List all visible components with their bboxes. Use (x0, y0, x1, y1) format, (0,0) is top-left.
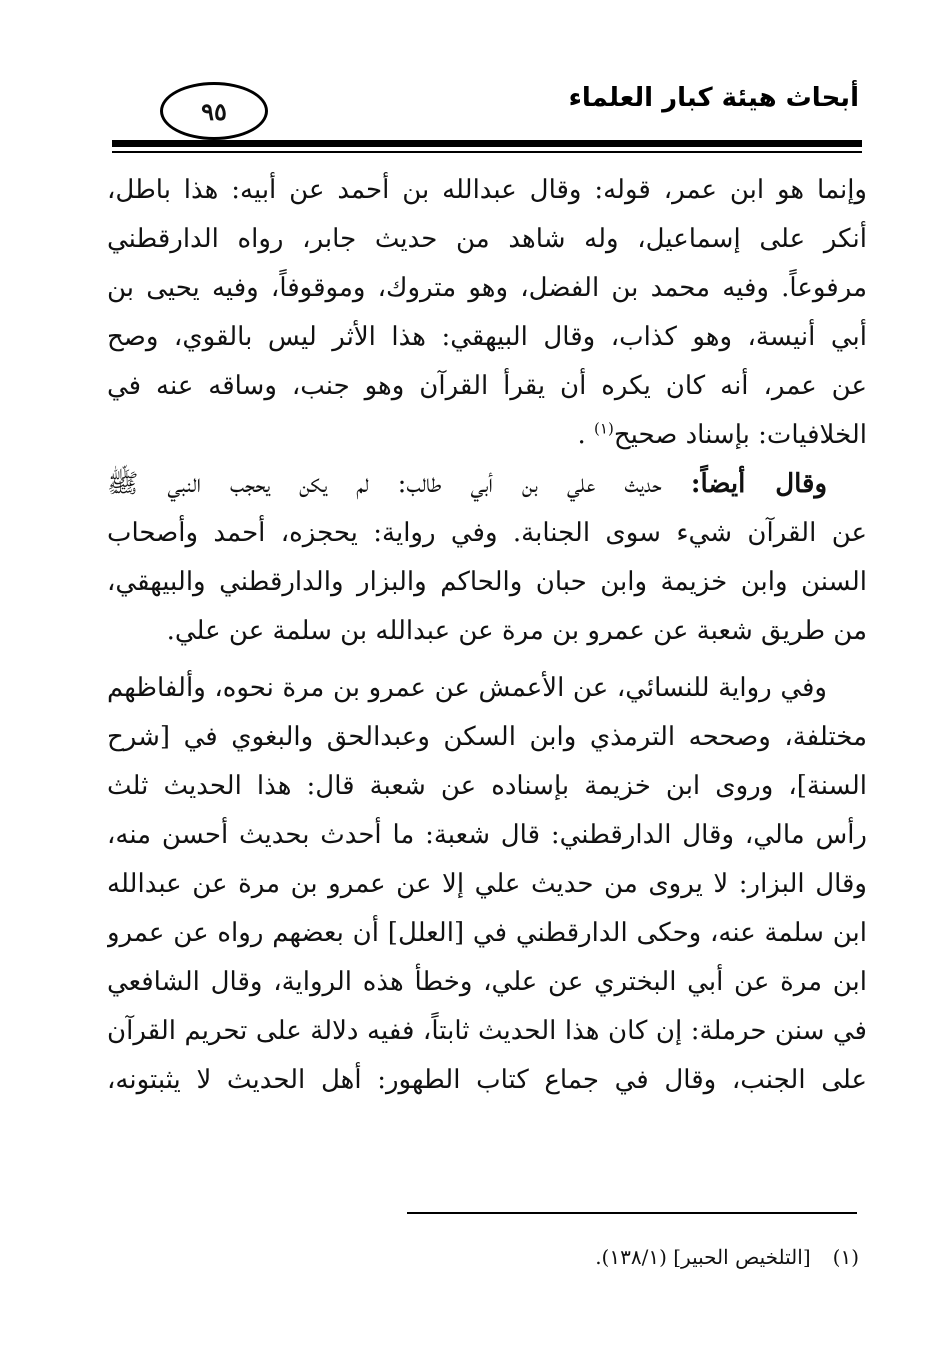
lead-bold-text: وقال أيضاً: (690, 469, 827, 499)
text-line: رأس مالي، وقال الدارقطني: قال شعبة: ما أحدث بحديث أحسن منه، (107, 820, 867, 850)
footnote-number: (١) (832, 1245, 859, 1269)
header-rule-thin (112, 151, 862, 153)
book-title: أبحاث هيئة كبار العلماء (568, 83, 859, 113)
text-line: من طريق شعبة عن عمرو بن مرة عن عبدالله بن سلمة عن علي. (166, 616, 867, 646)
text-line: وفي رواية للنسائي، عن الأعمش عن عمرو بن مرة نحوه، وألفاظهم (107, 673, 827, 703)
text-line: أنكر على إسماعيل، وله شاهد من حديث جابر، رواه الدارقطني (107, 224, 867, 254)
text-line: عن عمر، أنه كان يكره أن يقرأ القرآن وهو جنب، وساقه عنه في (107, 371, 867, 401)
footnote-text: [التلخيص الحبير] (١٣٨/١). (595, 1245, 811, 1269)
text-line: مرفوعاً. وفيه محمد بن الفضل، وهو متروك، وموقوفاً، وفيه يحيى بن (107, 273, 867, 303)
page-number-badge (160, 82, 268, 140)
text-line: وإنما هو ابن عمر، قوله: وقال عبدالله بن أحمد عن أبيه: هذا باطل، (107, 175, 867, 205)
footnote (595, 1245, 859, 1269)
text-line: أبي أنيسة، وهو كذاب، وقال البيهقي: هذا الأثر ليس بالقوي، وصح (107, 322, 867, 352)
text-line: في سنن حرملة: إن كان هذا الحديث ثابتاً، ففيه دلالة على تحريم القرآن (107, 1016, 867, 1046)
text-line (107, 460, 867, 509)
footnote-separator (407, 1212, 857, 1214)
header-rule-thick (112, 140, 862, 147)
text-line: على الجنب، وقال في جماع كتاب الطهور: أهل الحديث لا يثبتونه، (107, 1065, 867, 1095)
text-line: ابن سلمة عنه، وحكى الدارقطني في [العلل] أن بعضهم رواه عن عمرو (107, 918, 867, 948)
paragraph-3 (107, 664, 867, 1105)
body-text (107, 166, 867, 1105)
text-line (107, 411, 867, 460)
text-line: السنة]، وروى ابن خزيمة بإسناده عن شعبة قال: هذا الحديث ثلث (107, 771, 867, 801)
text-line: وقال البزار: لا يروى من حديث علي إلا عن عمرو بن مرة عن عبدالله (107, 869, 867, 899)
text-segment: الخلافيات: بإسناد صحيح (613, 420, 867, 450)
text-line: عن القرآن شيء سوى الجنابة. وفي رواية: يحجزه، أحمد وأصحاب (107, 518, 867, 548)
text-segment: . (577, 420, 586, 450)
footnote-ref[interactable]: (١) (594, 419, 614, 438)
text-line: السنن وابن خزيمة وابن حبان والحاكم والبزار والدارقطني والبيهقي، (107, 567, 867, 597)
text-segment: حديث علي بن أبي طالب: لم يكن يحجب النبي ﷺ (107, 469, 662, 499)
paragraph-1 (107, 166, 867, 460)
page-number: ٩٥ (201, 96, 227, 126)
text-line: مختلفة، وصححه الترمذي وابن السكن وعبدالحق والبغوي في [شرح (107, 722, 867, 752)
paragraph-2 (107, 460, 867, 656)
text-line: ابن مرة عن أبي البختري عن علي، وخطأ هذه الرواية، وقال الشافعي (107, 967, 867, 997)
